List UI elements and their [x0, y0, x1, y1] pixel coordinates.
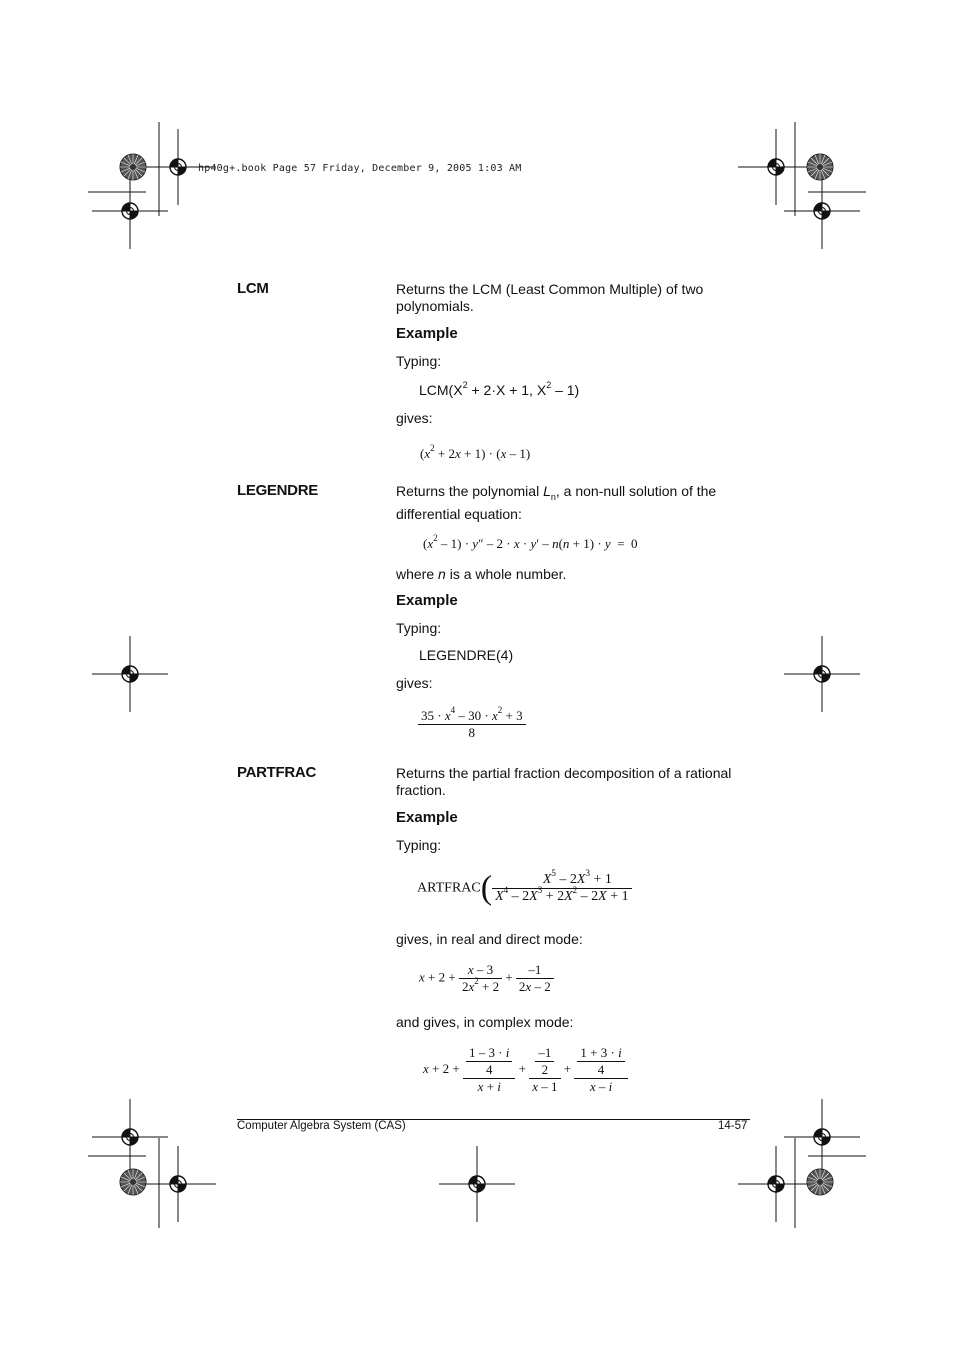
legendre-gives: gives:: [396, 675, 433, 691]
partfrac-typing: Typing:: [396, 837, 442, 853]
lcm-description: Returns the LCM (Least Common Multiple) of two polynomials.: [396, 281, 704, 314]
lcm-gives: gives:: [396, 410, 433, 426]
legendre-equation: $(x^2 - 1) \cdot y'' - 2 \cdot x \cdot y' - n(n + 1) \cdot y = 0$: [423, 533, 638, 551]
partfrac-example-heading: Example: [396, 809, 458, 826]
term-partfrac: PARTFRAC: [237, 764, 316, 781]
term-lcm: LCM: [237, 280, 269, 297]
legendre-description: Returns the polynomial $L_n$, a non-null solution of the differential equation:: [396, 483, 717, 522]
legendre-example-heading: Example: [396, 592, 458, 609]
lcm-result: $(x^2 + 2x + 1) \cdot (x - 1)$: [420, 443, 531, 461]
partfrac-description: Returns the partial fraction decomposition of a rational fraction.: [396, 765, 732, 798]
legendre-input: LEGENDRE(4): [419, 647, 514, 663]
legendre-result: $\frac{35 \cdot x^4 - 30 \cdot x^2 + 3}{8}$: [418, 708, 526, 741]
lcm-example-heading: Example: [396, 325, 458, 342]
print-header: hp40g+.book Page 57 Friday, December 9, 2005 1:03 AM: [198, 163, 522, 174]
legendre-typing: Typing:: [396, 620, 442, 636]
legendre-where: where n is a whole number.: [396, 566, 567, 582]
partfrac-input: ARTFRAC( $\frac{X^5 - 2X^3 + 1}{X^4 - 2X^3 + 2X^2 - 2X + 1}$: [417, 872, 632, 905]
partfrac-result-complex: x + 2 + $\frac{\frac{1 - 3 \cdot i}{4}}{x + i}$ + $\frac{\frac{-1}{2}}{x - 1}$ + $\frac{\frac{1 + 3 \cdot i}{4}}{x - i}$: [423, 1045, 628, 1095]
lcm-input: $LCM(X^2 + 2\cdot X + 1$, $X^2 - 1$): [419, 380, 580, 398]
partfrac-gives-real: gives, in real and direct mode:: [396, 931, 583, 947]
lcm-typing: Typing:: [396, 353, 442, 369]
partfrac-result-real: x + 2 + $\frac{x - 3}{2x^2 + 2}$ + $\frac{-1}{2x - 2}$: [419, 962, 554, 995]
partfrac-gives-complex: and gives, in complex mode:: [396, 1014, 574, 1030]
term-legendre: LEGENDRE: [237, 482, 318, 499]
footer-page-number: 14-57: [718, 1120, 748, 1132]
footer-section-title: Computer Algebra System (CAS): [237, 1120, 406, 1132]
